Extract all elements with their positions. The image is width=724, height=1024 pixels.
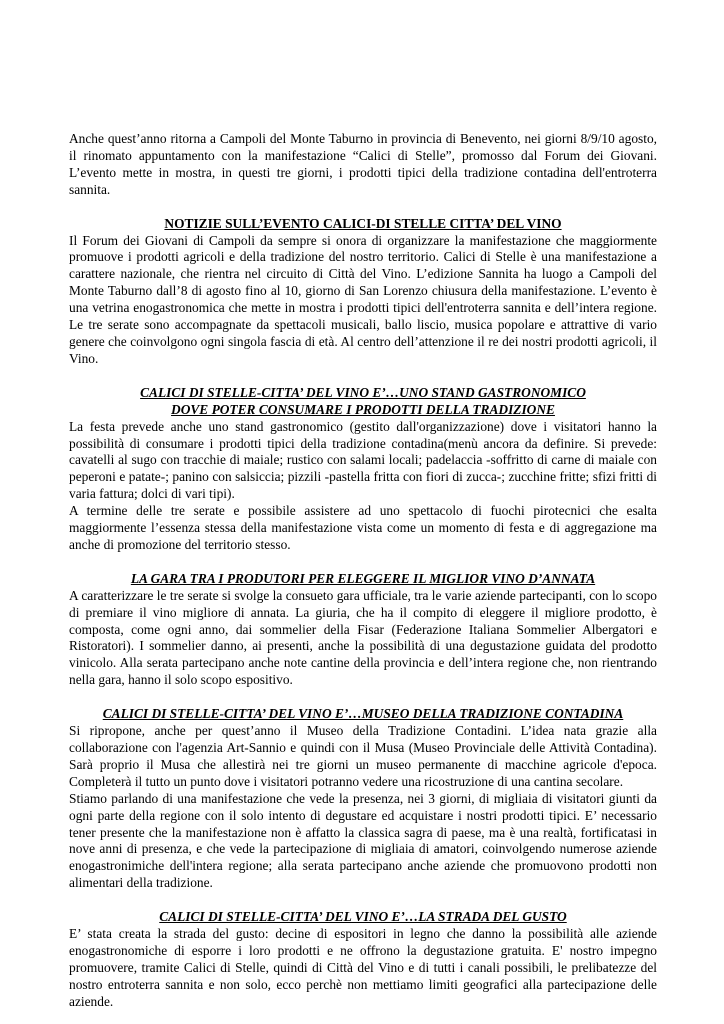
section-paragraph-strada: E’ stata creata la strada del gusto: decine di espositori in legno che danno la possibilità alle aziende enogastronomiche di esporre i loro prodotti e ne offrono la degustazione gratuita. E' nostro impegno promuovere, tramite Calici di Stelle, quindi di Città del Vino e di tutti i canali possibili, le prelibatezze del nostro entroterra sannita e non solo, ecco perchè non mettiamo limiti geografici alla partecipazione delle aziende.: [69, 926, 657, 1009]
document-page: [69, 131, 657, 1011]
section-paragraph-notizie: Il Forum dei Giovani di Campoli da sempre si onora di organizzare la manifestazione che maggiormente promuove i prodotti agricoli e della tradizione del nostro territorio. Calici di Stelle è una manifestazione a carattere nazionale, che rientra nel circuito di Città del Vino. L’edizione Sannita ha luogo a Campoli del Monte Taburno dall’8 di agosto fino al 10, giorno di San Lorenzo chiusura della manifestazione. L’evento è una vetrina enogastronomica che mette in mostra i prodotti tipici dell'entroterra sannita e dell’intera regione. Le tre serate sono accompagnate da spettacoli musicali, ballo liscio, musica popolare e attrattive di vario genere che coinvolgono ogni singola fascia di età. Al centro dell’attenzione il re dei nostri prodotti agricoli, il Vino.: [69, 232, 657, 366]
section-paragraph-stand-2: A termine delle tre serate e possibile assistere ad uno spettacolo di fuochi pirotecnici che esalta maggiormente l’essenza stessa della manifestazione vista come un momento di festa e di aggregazione ma anche di promozione del territorio stesso.: [69, 503, 657, 552]
section-paragraph-stand-1: La festa prevede anche uno stand gastronomico (gestito dall'organizzazione) dove i visitatori hanno la possibilità di consumare i prodotti tipici della tradizione contadina(menù ancora da definire. Si prevede: cavatelli al sugo con tracchie di maiale; rustico con salami locali; padelaccia -soffritto di carne di maiale con peperoni e patate-; panino con salsiccia; pizzili -pastella fritta con fiori di zucca-; zucchine fritte; sfizi fritti di varia fattura; dolci di vari tipi).: [69, 418, 657, 502]
section-heading-strada: CALICI DI STELLE-CITTA’ DEL VINO E’…LA STRADA DEL GUSTO: [159, 909, 567, 925]
section-heading-notizie: NOTIZIE SULL’EVENTO CALICI-DI STELLE CITTA’ DEL VINO: [164, 215, 562, 231]
section-paragraph-gara: A caratterizzare le tre serate si svolge la consueto gara ufficiale, tra le varie aziende partecipanti, con lo scopo di premiare il vino migliore di annata. La giuria, che ha il compito di eleggere il migliore prodotto, è composta, come ogni anno, dai sommelier della Fisar (Federazione Italiana Sommelier Albergatori e Ristoratori). I sommelier danno, ai presenti, anche la possibilità di una degustazione guidata del prodotto vinicolo. Alla serata partecipano anche note cantine della provincia e dell’intera regione che, non rientrando nella gara, hanno il solo scopo espositivo.: [69, 587, 657, 688]
section-paragraph-museo-2: Stiamo parlando di una manifestazione che vede la presenza, nei 3 giorni, di migliaia di visitatori giunti da ogni parte della regione con il solo intento di degustare ed acquistare i nostri prodotti tipici. E’ necessario tener presente che la manifestazione non è affatto la classica sagra di paese, ma è una realtà, fortificatasi in nove anni di presenza, e che vede la partecipazione di migliaia di amatori, coinvolgendo numerose aziende enogastronimiche dell'intera regione; alla serata partecipano anche aziende che promuovono prodotti non alimentari della tradizione.: [69, 790, 657, 891]
section-heading-gara: LA GARA TRA I PRODUTORI PER ELEGGERE IL MIGLIOR VINO D’ANNATA: [130, 570, 596, 586]
intro-paragraph: Anche quest’anno ritorna a Campoli del Monte Taburno in provincia di Benevento, nei giorni 8/9/10 agosto, il rinomato appuntamento con la manifestazione “Calici di Stelle”, promosso dal Forum dei Giovani. L’evento mette in mostra, in questi tre giorni, i prodotti tipici della tradizione contadina dell'entroterra sannita.: [69, 131, 657, 197]
section-paragraph-museo-1: Si ripropone, anche per quest’anno il Museo della Tradizione Contadini. L’idea nata grazie alla collaborazione con l'agenzia Art-Sannio e quindi con il Musa (Museo Provinciale delle Attività Contadina). Sarà proprio il Musa che allestirà nei tre giorni un museo permanente di macchine agricole d'epoca. Completerà il tutto un punto dove i visitatori potranno vedere una ricostruzione di una cantina secolare.: [69, 723, 657, 789]
section-heading-museo: CALICI DI STELLE-CITTA’ DEL VINO E’…MUSEO DELLA TRADIZIONE CONTADINA: [102, 706, 624, 722]
section-heading-stand-line2: DOVE POTER CONSUMARE I PRODOTTI DELLA TRADIZIONE: [171, 401, 555, 417]
section-heading-stand-line1: CALICI DI STELLE-CITTA’ DEL VINO E’…UNO STAND GASTRONOMICO: [140, 384, 586, 400]
